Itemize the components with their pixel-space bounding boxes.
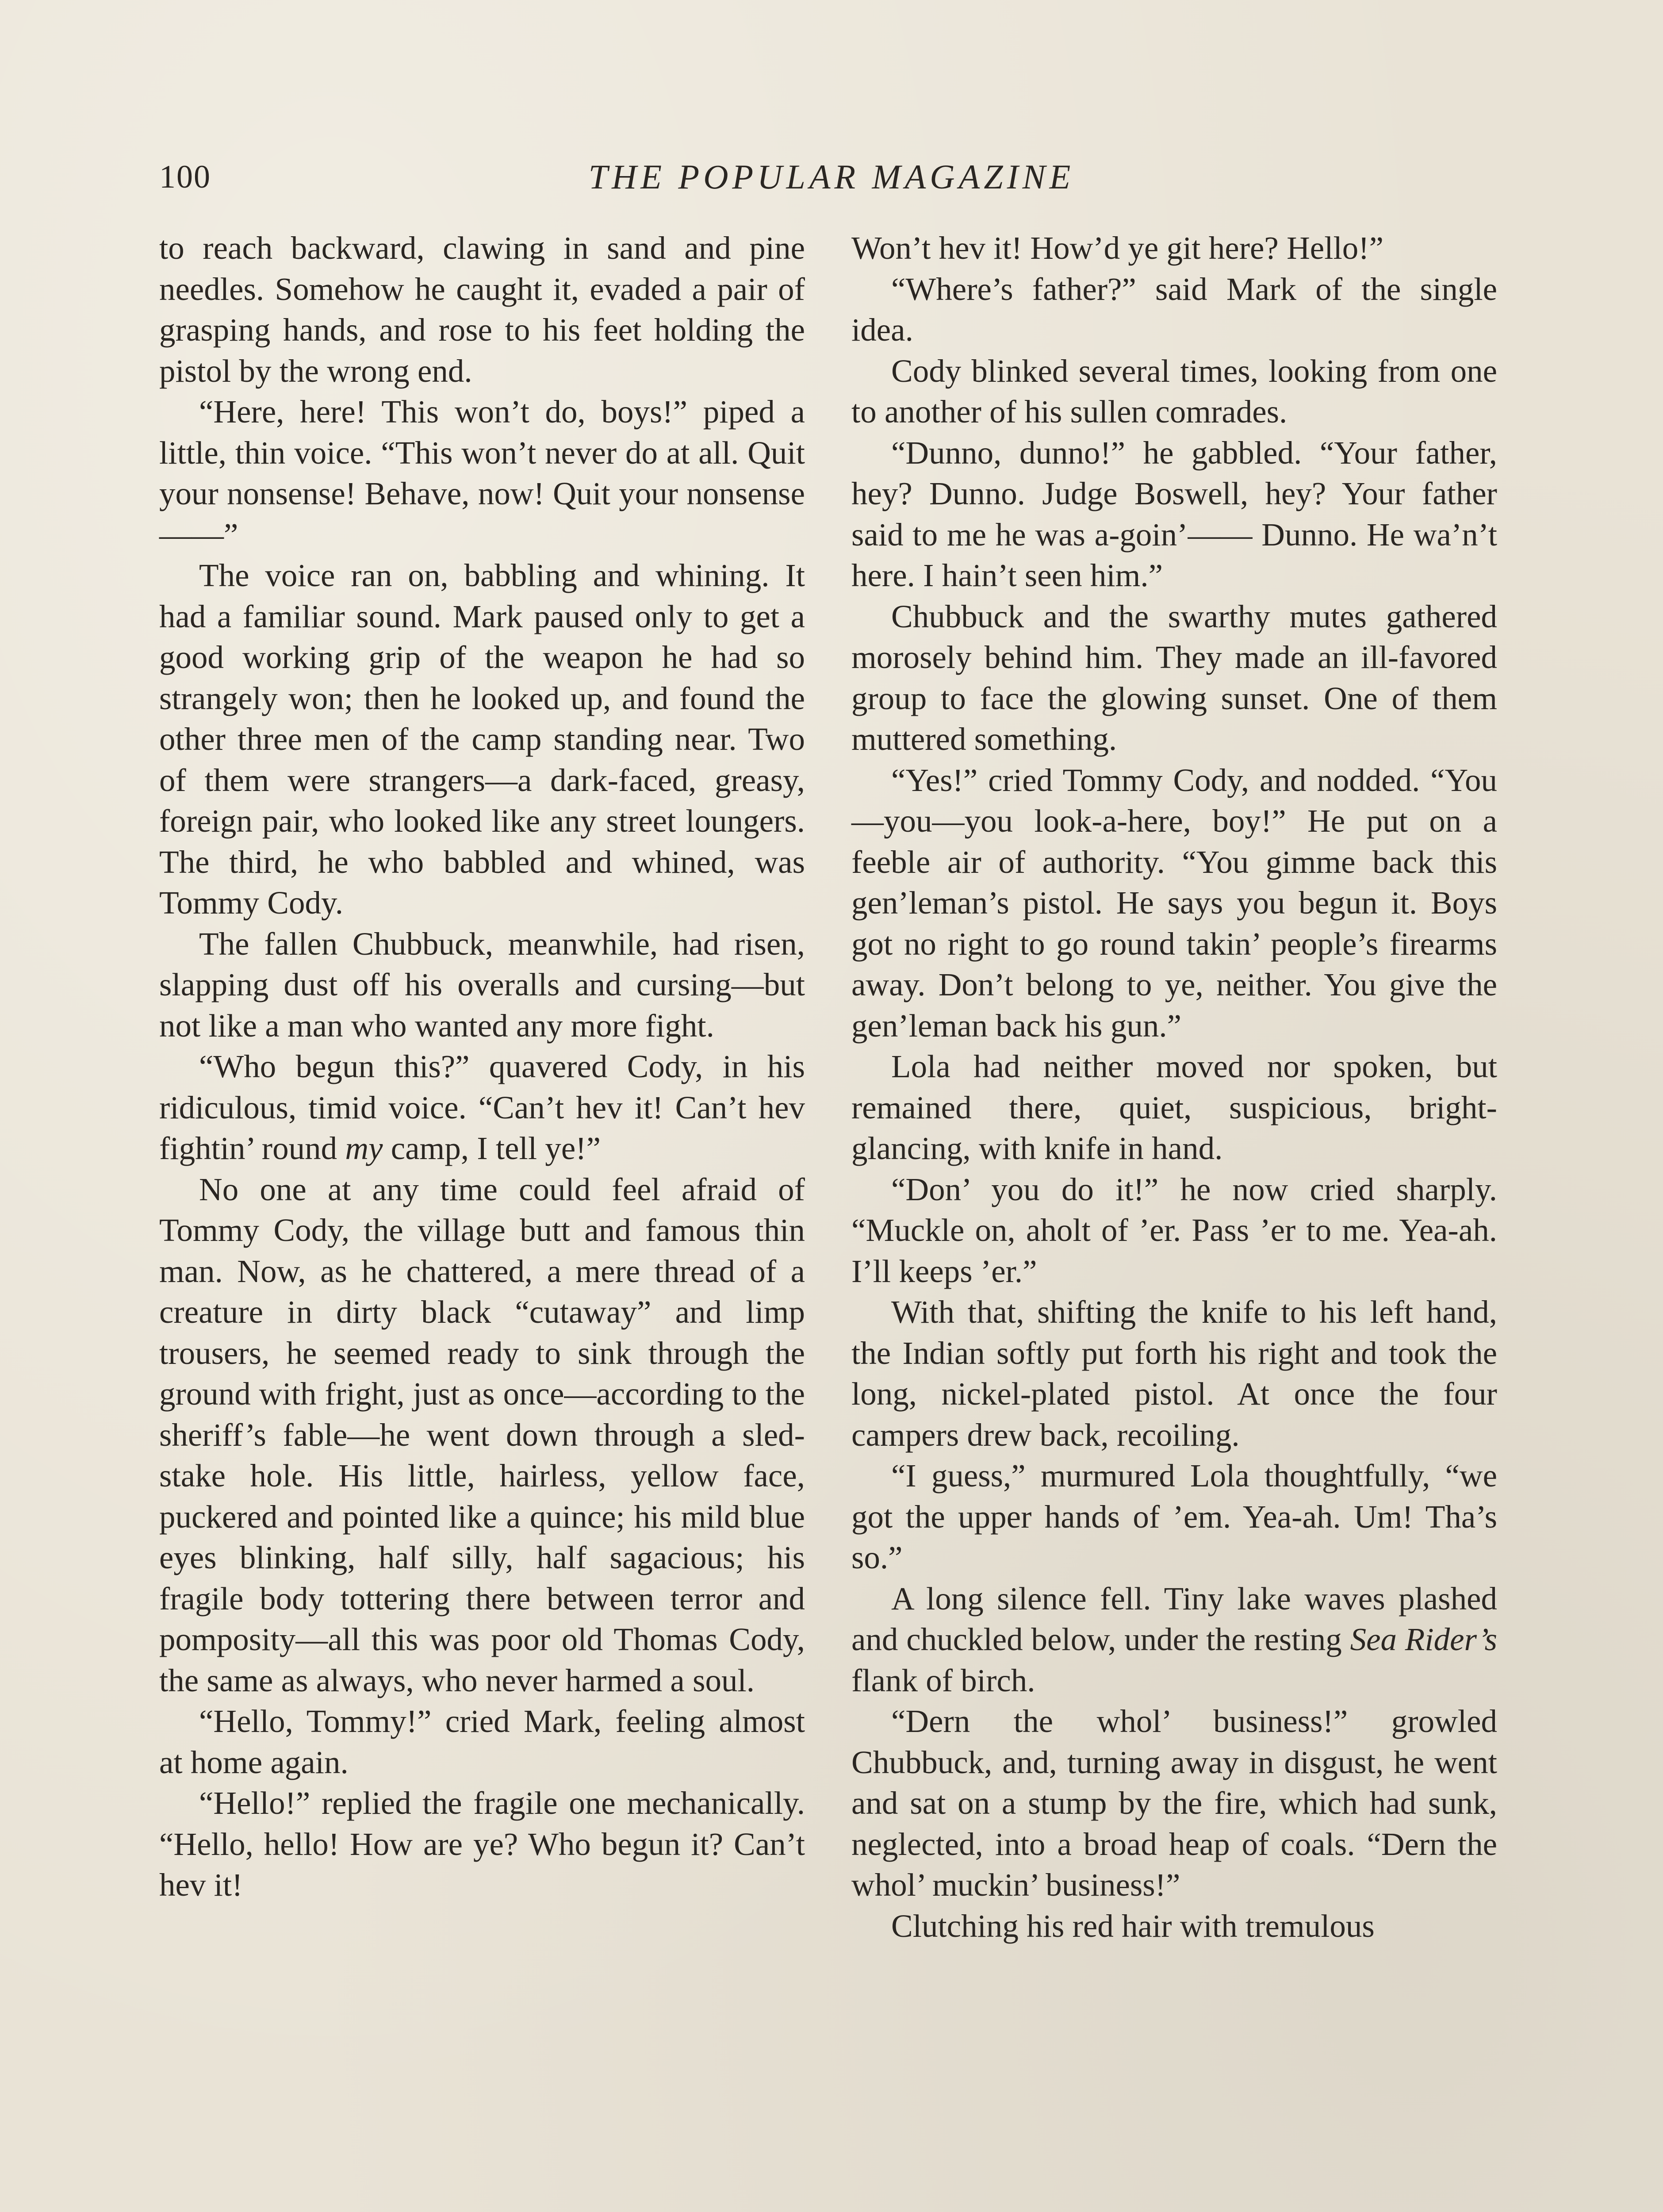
paragraph: “Don’ you do it!” he now cried sharply. “Muckle on, aholt of ’er. Pass ’er to me. Yea-ah. I’ll keeps ’er.” [851, 1171, 1497, 1289]
italic-text: my [345, 1130, 383, 1166]
paragraph: The fallen Chubbuck, meanwhile, had risen, slapping dust off his overalls and cursing—but not like a man who wanted any more fight. [159, 926, 805, 1044]
paragraph: “Where’s father?” said Mark of the single idea. [851, 271, 1497, 348]
right-column [851, 228, 1497, 1947]
text-run: A long silence fell. Tiny lake waves plashed and chuckled below, under the resting [851, 1580, 1497, 1657]
paragraph: “Hello, Tommy!” cried Mark, feeling almost at home again. [159, 1703, 805, 1780]
paragraph: Won’t hev it! How’d ye git here? Hello!” [851, 230, 1383, 266]
paragraph: Chubbuck and the swarthy mutes gathered morosely behind him. They made an ill-favored group to face the glowing sunset. One of them muttered something. [851, 598, 1497, 757]
paragraph [159, 1046, 805, 1169]
paragraph: “Dern the whol’ business!” growled Chubbuck, and, turning away in disgust, he went and sat on a stump by the fire, which had sunk, neglected, into a broad heap of coals. “Dern the whol’ muckin’ business!” [851, 1703, 1497, 1903]
paragraph: Clutching his red hair with tremulous [891, 1908, 1375, 1944]
paragraph: “Hello!” replied the fragile one mechanically. “Hello, hello! How are ye? Who begun it? Can’t hev it! [159, 1785, 805, 1903]
page-number: 100 [159, 159, 211, 195]
text-run: “Who begun this?” quavered Cody, in his ridiculous, timid voice. “Can’t hev it! Can’t hev fightin’ round [159, 1048, 805, 1166]
paragraph: to reach backward, clawing in sand and pine needles. Somehow he caught it, evaded a pair of grasping hands, and rose to his feet holding the pistol by the wrong end. [159, 230, 805, 389]
paragraph [851, 1578, 1497, 1701]
paragraph: “Yes!” cried Tommy Cody, and nodded. “You—you—you look-a-here, boy!” He put on a feeble air of authority. “You gimme back this gen’leman’s pistol. He says you begun it. Boys got no right to go round takin’ people’s firearms away. Don’t belong to ye, neither. You give the gen’leman back his gun.” [851, 762, 1497, 1044]
paragraph: With that, shifting the knife to his left hand, the Indian softly put forth his right and took the long, nickel-plated pistol. At once the four campers drew back, recoiling. [851, 1294, 1497, 1453]
running-title: THE POPULAR MAGAZINE [588, 157, 1075, 196]
italic-text: Sea Rider’s [1350, 1621, 1497, 1657]
paragraph: “Dunno, dunno!” he gabbled. “Your father, hey? Dunno. Judge Boswell, hey? Your father said to me he was a-goin’—— Dunno. He wa’n’t here. I hain’t seen him.” [851, 434, 1497, 593]
text-run: flank of birch. [851, 1662, 1035, 1698]
left-column [159, 228, 805, 1906]
paragraph: “Here, here! This won’t do, boys!” piped a little, thin voice. “This won’t never do at all. Quit your nonsense! Behave, now! Quit your nonsense——” [159, 394, 805, 553]
paragraph: “I guess,” murmured Lola thoughtfully, “we got the upper hands of ’em. Yea-ah. Um! Tha’s so.” [851, 1458, 1497, 1575]
paragraph: Cody blinked several times, looking from one to another of his sullen comrades. [851, 353, 1497, 430]
text-run: camp, I tell ye!” [383, 1130, 601, 1166]
paragraph: No one at any time could feel afraid of Tommy Cody, the village butt and famous thin man. Now, as he chattered, a mere thread of a creature in dirty black “cutaway” and limp trousers, he seemed ready to sink through the ground with fright, just as once—according to the sheriff’s fable—he went down through a sled-stake hole. His little, hairless, yellow face, puckered and pointed like a quince; his mild blue eyes blinking, half silly, half sagacious; his fragile body tottering there between terror and pomposity—all this was poor old Thomas Cody, the same as always, who never harmed a soul. [159, 1171, 805, 1698]
paragraph: The voice ran on, babbling and whining. It had a familiar sound. Mark paused only to get a good working grip of the weapon he had so strangely won; then he looked up, and found the other three men of the camp standing near. Two of them were strangers—a dark-faced, greasy, foreign pair, who looked like any street loungers. The third, he who babbled and whined, was Tommy Cody. [159, 557, 805, 921]
page-header [159, 150, 1504, 204]
paragraph: Lola had neither moved nor spoken, but remained there, quiet, suspicious, bright-glancing, with knife in hand. [851, 1048, 1497, 1166]
